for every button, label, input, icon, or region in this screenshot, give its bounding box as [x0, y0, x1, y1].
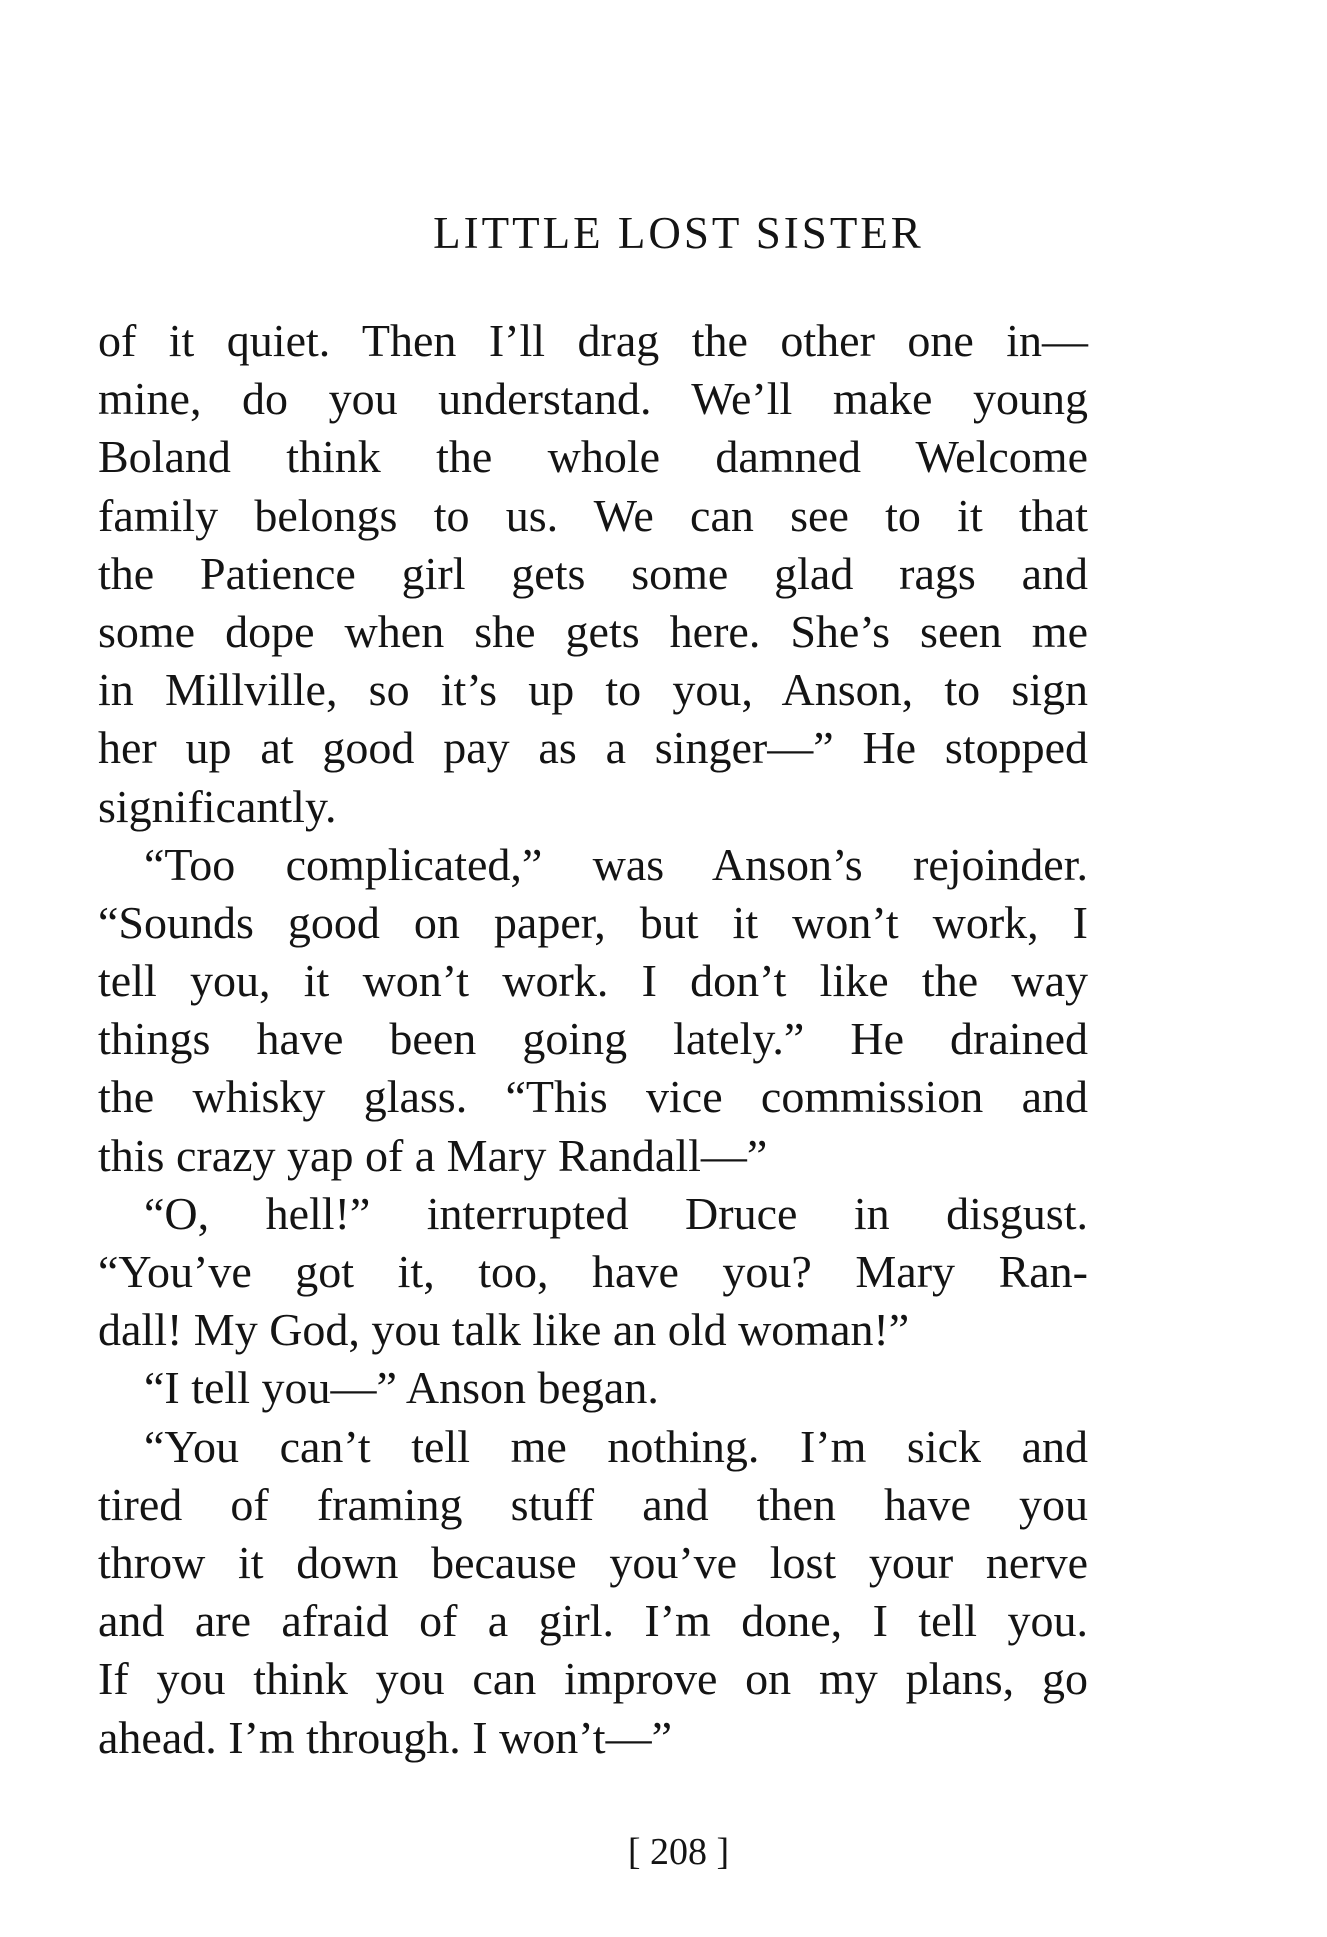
text-line: throw it down because you’ve lost your nerve — [98, 1536, 1088, 1588]
text-line: tired of framing stuff and then have you — [98, 1478, 1088, 1530]
text-line: “Too complicated,” was Anson’s rejoinder. — [144, 838, 1088, 890]
text-line: Boland think the whole damned Welcome — [98, 431, 1088, 483]
text-line: “Sounds good on paper, but it won’t work, I — [98, 896, 1088, 948]
body-text — [98, 312, 1088, 1767]
text-line: If you think you can improve on my plans, go — [98, 1653, 1088, 1705]
text-line: mine, do you understand. We’ll make young — [98, 373, 1088, 425]
text-line: some dope when she gets here. She’s seen me — [98, 605, 1088, 657]
text-line: ahead. I’m through. I won’t—” — [98, 1711, 672, 1763]
running-head: LITTLE LOST SISTER — [433, 208, 924, 258]
text-line: her up at good pay as a singer—” He stopped — [98, 722, 1088, 774]
text-line: the whisky glass. “This vice commission and — [98, 1071, 1088, 1123]
text-line: things have been going lately.” He drained — [98, 1013, 1088, 1065]
text-line: of it quiet. Then I’ll drag the other one in— — [98, 315, 1088, 366]
text-line: “I tell you—” Anson began. — [144, 1362, 659, 1414]
page-number: [ 208 ] — [627, 1831, 730, 1873]
text-line: the Patience girl gets some glad rags and — [98, 547, 1088, 599]
text-line: and are afraid of a girl. I’m done, I tell you. — [98, 1595, 1088, 1647]
text-line: “You’ve got it, too, have you? Mary Ran- — [98, 1246, 1088, 1297]
text-line: in Millville, so it’s up to you, Anson, to sign — [98, 664, 1088, 716]
text-line: significantly. — [98, 780, 337, 832]
text-line: tell you, it won’t work. I don’t like the way — [98, 955, 1088, 1007]
text-line: “You can’t tell me nothing. I’m sick and — [144, 1420, 1088, 1472]
text-line: “O, hell!” interrupted Druce in disgust. — [144, 1187, 1088, 1239]
text-line: family belongs to us. We can see to it that — [98, 489, 1088, 541]
text-line: dall! My God, you talk like an old woman!” — [98, 1304, 910, 1356]
text-line: this crazy yap of a Mary Randall—” — [98, 1129, 768, 1181]
